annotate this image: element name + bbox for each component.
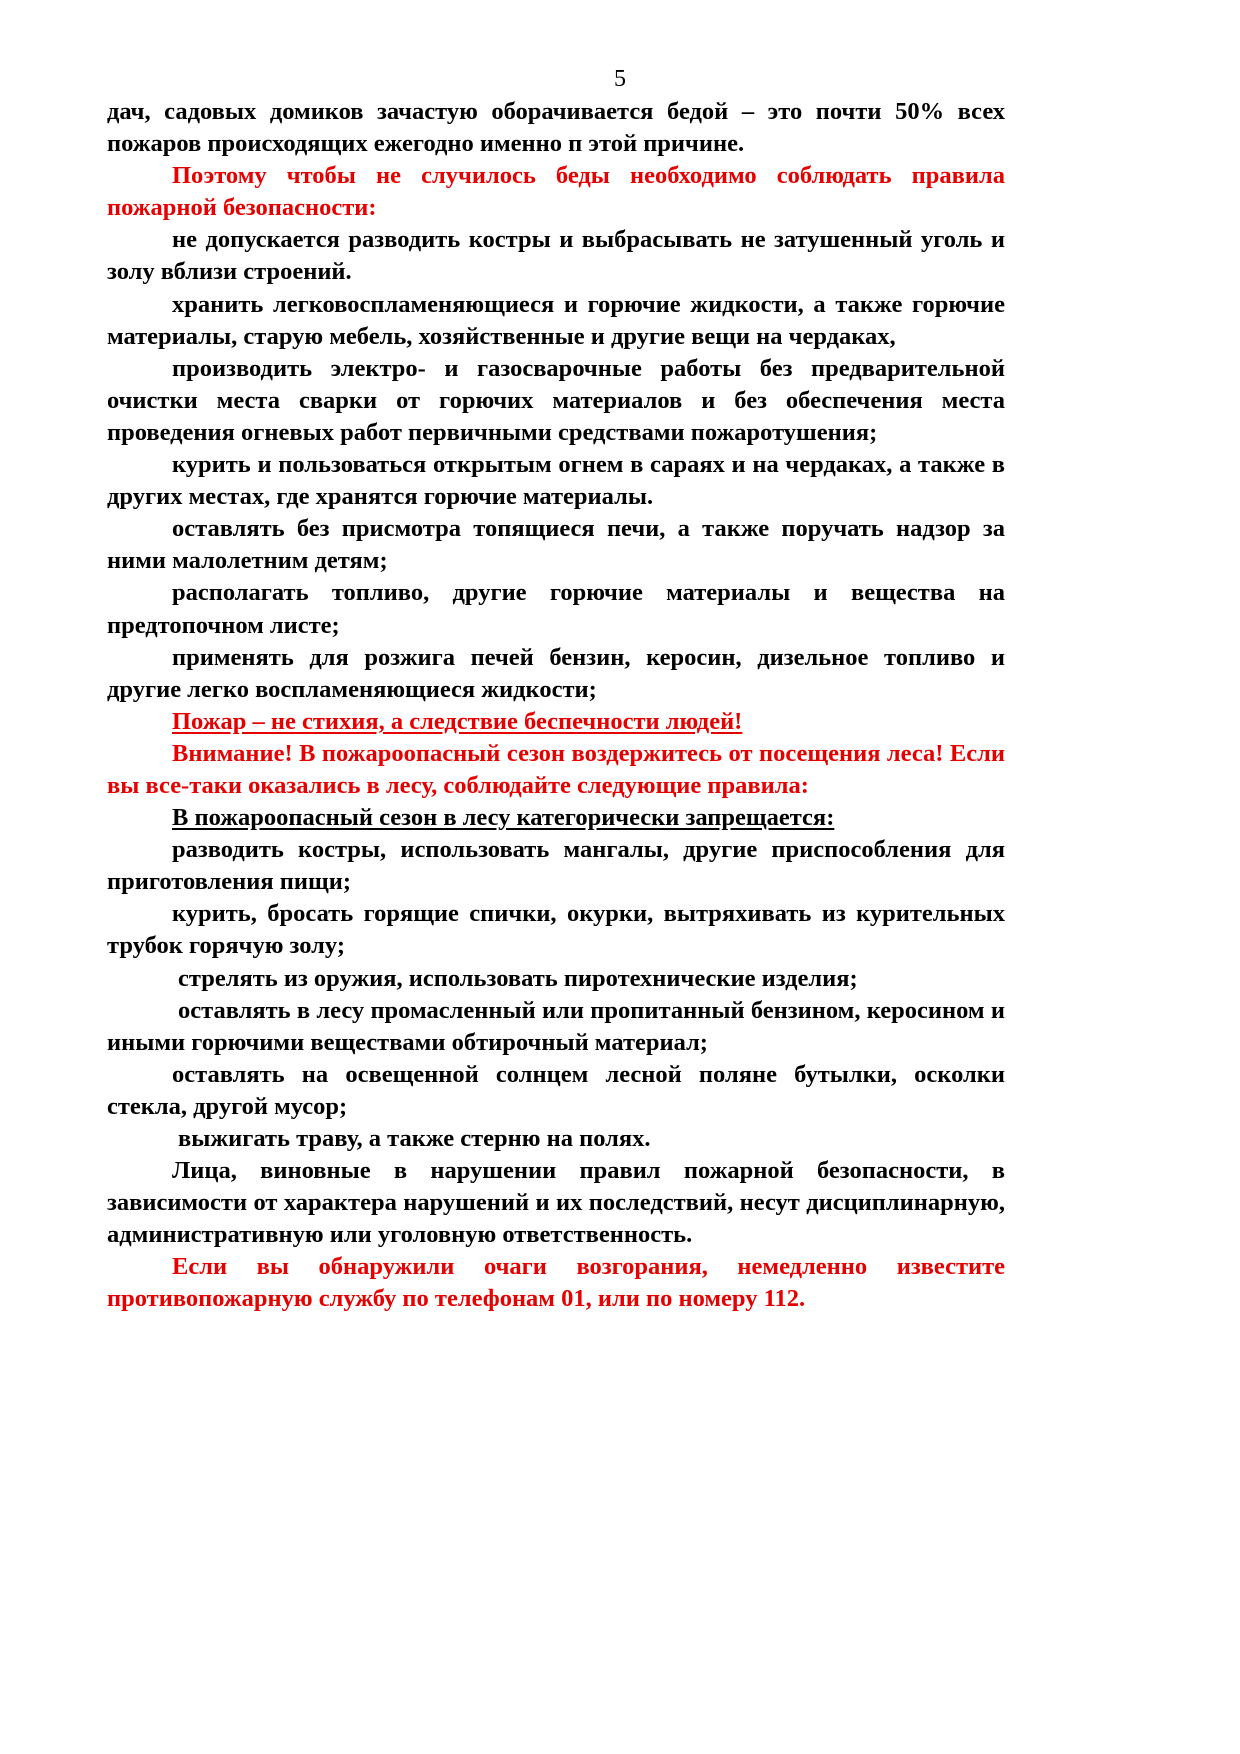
- forest-rule-item: стрелять из оружия, использовать пиротехнические изделия;: [178, 964, 858, 992]
- forest-rule-item: выжигать траву, а также стерню на полях.: [178, 1125, 651, 1152]
- rule-item: производить электро- и газосварочные работы без предварительной очистки места сварки от горючих материалов и без обеспечения места проведения огневых работ первичными средствами пожаротушения;: [107, 354, 1005, 446]
- forest-rule-item: разводить костры, использовать мангалы, другие приспособления для приготовления пищи;: [107, 836, 1005, 896]
- rule-item: оставлять без присмотра топящиеся печи, а также поручать надзор за ними малолетним детям;: [107, 515, 1005, 575]
- rule-item: хранить легковоспламеняющиеся и горючие жидкости, а также горючие материалы, старую мебель, хозяйственные и другие вещи на чердаках,: [107, 290, 1005, 350]
- paragraph-intro: дач, садовых домиков зачастую оборачивается бедой – это почти 50% всех пожаров происходящих ежегодно именно п этой причине.: [107, 98, 1005, 158]
- rule-item: располагать топливо, другие горючие материалы и вещества на предтопочном листе;: [107, 579, 1005, 639]
- paragraph-rules-heading: Поэтому чтобы не случилось беды необходимо соблюдать правила пожарной безопасности:: [107, 162, 1005, 222]
- forest-prohibitions-heading-text: В пожароопасный сезон в лесу категорически запрещается:: [172, 804, 835, 832]
- forest-rule-item: оставлять в лесу промасленный или пропитанный бензином, керосином и иными горючими веществами обтирочный материал;: [107, 996, 1005, 1056]
- rule-item: курить и пользоваться открытым огнем в сараях и на чердаках, а также в других местах, где хранятся горючие материалы.: [107, 451, 1005, 511]
- forest-warning: Внимание! В пожароопасный сезон воздержитесь от посещения леса! Если вы все-таки оказались в лесу, соблюдайте следующие правила:: [107, 739, 1005, 799]
- rule-item: не допускается разводить костры и выбрасывать не затушенный уголь и золу вблизи строений.: [107, 226, 1005, 286]
- liability-paragraph: Лица, виновные в нарушении правил пожарной безопасности, в зависимости от характера нарушений и их последствий, несут дисциплинарную, административную или уголовную ответственность.: [107, 1157, 1005, 1249]
- forest-prohibitions-heading: [107, 802, 1005, 834]
- page-number: 5: [614, 66, 626, 92]
- slogan-text: Пожар – не стихия, а следствие беспечности людей!: [172, 707, 743, 735]
- forest-rule-item: курить, бросать горящие спички, окурки, вытряхивать из курительных трубок горячую золу;: [107, 900, 1005, 960]
- forest-rule-item: оставлять на освещенной солнцем лесной поляне бутылки, осколки стекла, другой мусор;: [107, 1060, 1005, 1120]
- rule-item: применять для розжига печей бензин, керосин, дизельное топливо и другие легко воспламеняющиеся жидкости;: [107, 643, 1005, 703]
- emergency-call-paragraph: Если вы обнаружили очаги возгорания, немедленно известите противопожарную службу по телефонам 01, или по номеру 112.: [107, 1253, 1005, 1313]
- document-body: [107, 96, 1005, 1316]
- slogan: [107, 706, 1005, 738]
